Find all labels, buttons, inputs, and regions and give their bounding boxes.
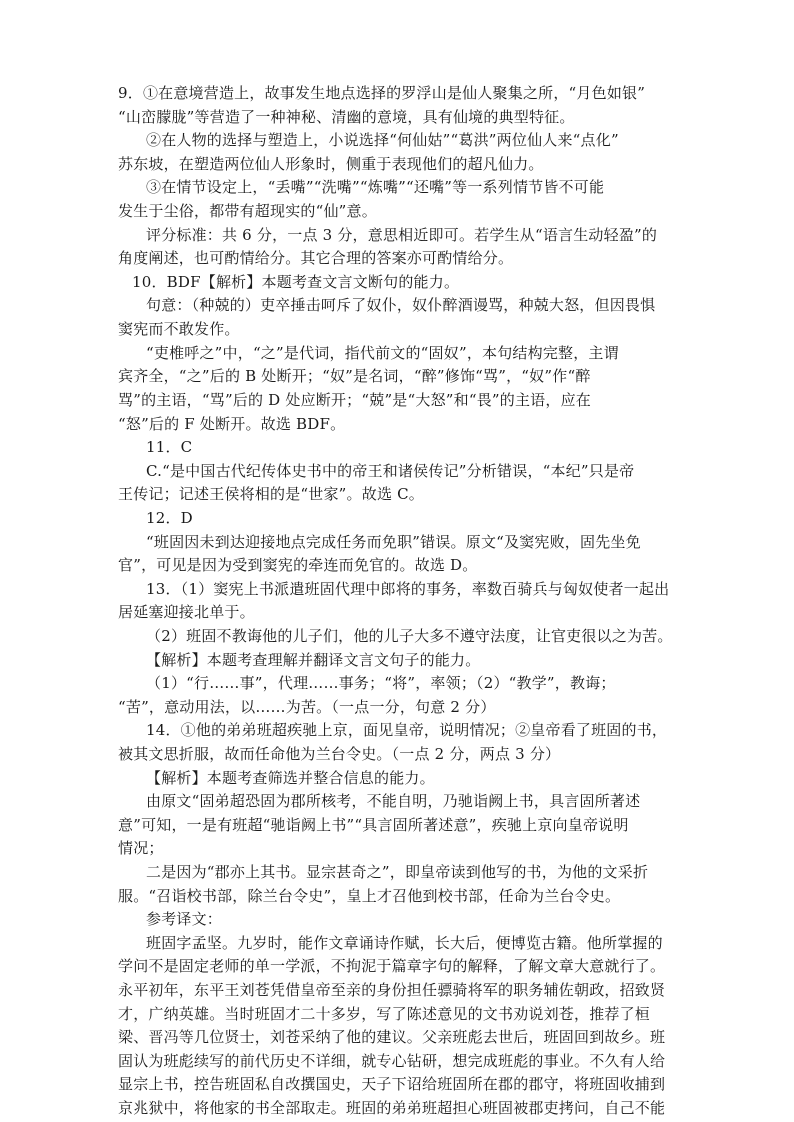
text-line: 班固字孟坚。九岁时，能作文章诵诗作赋，长大后，便博览古籍。他所掌握的	[146, 933, 663, 952]
text-line: 11．C	[146, 438, 193, 457]
text-line: “山峦朦胧”等营造了一种神秘、清幽的意境，具有仙境的典型特征。	[118, 107, 575, 126]
text-line: 发生于尘俗，都带有超现实的“仙”意。	[118, 202, 377, 220]
text-line: 【解析】本题考查筛选并整合信息的能力。	[146, 768, 435, 787]
text-line: 显宗上书，控告班固私自改撰国史，天子下诏给班固所在郡的郡守，将班固收捕到	[118, 1075, 666, 1094]
text-line: 学问不是固定老师的单一学派，不拘泥于篇章字句的解释，了解文章大意就行了。	[118, 957, 666, 976]
text-line: 参考译文：	[146, 910, 223, 929]
text-line: 居延塞迎接北单于。	[118, 603, 255, 622]
text-line: 服。“召诣校书部，除兰台令史”，皇上才召他到校书部，任命为兰台令史。	[118, 886, 621, 905]
text-line: 【解析】本题考查理解并翻译文言文句子的能力。	[146, 650, 481, 669]
text-line: 意”可知，一是有班超“驰诣阙上书”“具言固所著述意”，疾驰上京向皇帝说明	[118, 815, 629, 834]
text-line: 宾齐全，“之”后的 B 处断开；“奴”是名词，“醉”修饰“骂”，“奴”作“醉	[118, 367, 591, 386]
text-line: 句意：（种兢的）吏卒捶击呵斥了奴仆，奴仆醉酒谩骂，种兢大怒，但因畏惧	[146, 296, 656, 315]
text-line: 9．①在意境营造上，故事发生地点选择的罗浮山是仙人聚集之所，“月色如银”	[118, 84, 646, 102]
text-line: “吏椎呼之”中，“之”是代词，指代前文的“固奴”，本句结构完整，主谓	[146, 343, 619, 362]
text-line: 10．BDF【解析】本题考查文言文断句的能力。	[132, 272, 460, 291]
text-line: （1）“行……事”，代理……事务；“将”，率领；（2）“教学”，教诲；	[146, 674, 616, 693]
text-line: 苏东坡，在塑造两位仙人形象时，侧重于表现他们的超凡仙力。	[118, 154, 544, 173]
text-line: 被其文思折服，故而任命他为兰台令史。（一点 2 分，两点 3 分）	[118, 744, 561, 763]
text-line: 评分标准：共 6 分，一点 3 分，意思相近即可。若学生从“语言生动轻盈”的	[146, 225, 658, 244]
text-line: 梁、晋冯等几位贤士，刘苍采纳了他的建议。父亲班彪去世后，班固回到故乡。班	[118, 1028, 666, 1047]
text-line: 官”，可见是因为受到窦宪的牵连而免官的。故选 D。	[118, 556, 478, 575]
text-line: 情况；	[118, 839, 164, 858]
text-line: “怒”后的 F 处断开。故选 BDF。	[118, 414, 346, 433]
text-line: “班固因未到达迎接地点完成任务而免职”错误。原文“及窦宪败，固先坐免	[146, 532, 641, 551]
text-line: 角度阐述，也可酌情给分。其它合理的答案亦可酌情给分。	[118, 249, 514, 268]
text-line: 王传记；记述王侯将相的是“世家”。故选 C。	[118, 485, 424, 504]
text-line: 二是因为“郡亦上其书。显宗甚奇之”，即皇帝读到他写的书，为他的文采折	[146, 863, 649, 881]
text-line: “苦”，意动用法，以……为苦。（一点一分，句意 2 分）	[118, 697, 496, 716]
text-line: 14．①他的弟弟班超疾驰上京，面见皇帝，说明情况；②皇帝看了班固的书，	[146, 721, 668, 740]
text-line: ②在人物的选择与塑造上，小说选择“何仙姑”“葛洪”两位仙人来“点化”	[146, 131, 619, 150]
text-line: 13．（1）窦宪上书派遣班固代理中郎将的事务，率数百骑兵与匈奴使者一起出	[146, 579, 670, 598]
text-line: 京兆狱中，将他家的书全部取走。班固的弟弟班超担心班固被郡吏拷问，自己不能	[118, 1099, 666, 1117]
text-line: （2）班固不教诲他的儿子们，他的儿子大多不遵守法度，让官吏很以之为苦。	[146, 626, 673, 645]
text-line: C.“是中国古代纪传体史书中的帝王和诸侯传记”分析错误，“本纪”只是帝	[146, 461, 635, 480]
text-line: 固认为班彪续写的前代历史不详细，就专心钻研，想完成班彪的事业。不久有人给	[118, 1051, 666, 1070]
text-line: 窦宪而不敢发作。	[118, 320, 240, 338]
text-line: 才，广纳英雄。当时班固才二十多岁，写了陈述意见的文书劝说刘苍，推荐了桓	[118, 1004, 651, 1023]
text-line: 永平初年，东平王刘苍凭借皇帝至亲的身份担任骠骑将军的职务辅佐朝政，招致贤	[118, 981, 666, 999]
text-line: 骂”的主语，“骂”后的 D 处应断开；“兢”是“大怒”和“畏”的主语，应在	[118, 390, 591, 409]
text-line: 12．D	[146, 508, 193, 527]
text-line: ③在情节设定上，“丢嘴”“洗嘴”“炼嘴”“还嘴”等一系列情节皆不可能	[146, 178, 605, 197]
text-line: 由原文“固弟超恐固为郡所核考，不能自明，乃驰诣阙上书，具言固所著述	[146, 792, 641, 811]
